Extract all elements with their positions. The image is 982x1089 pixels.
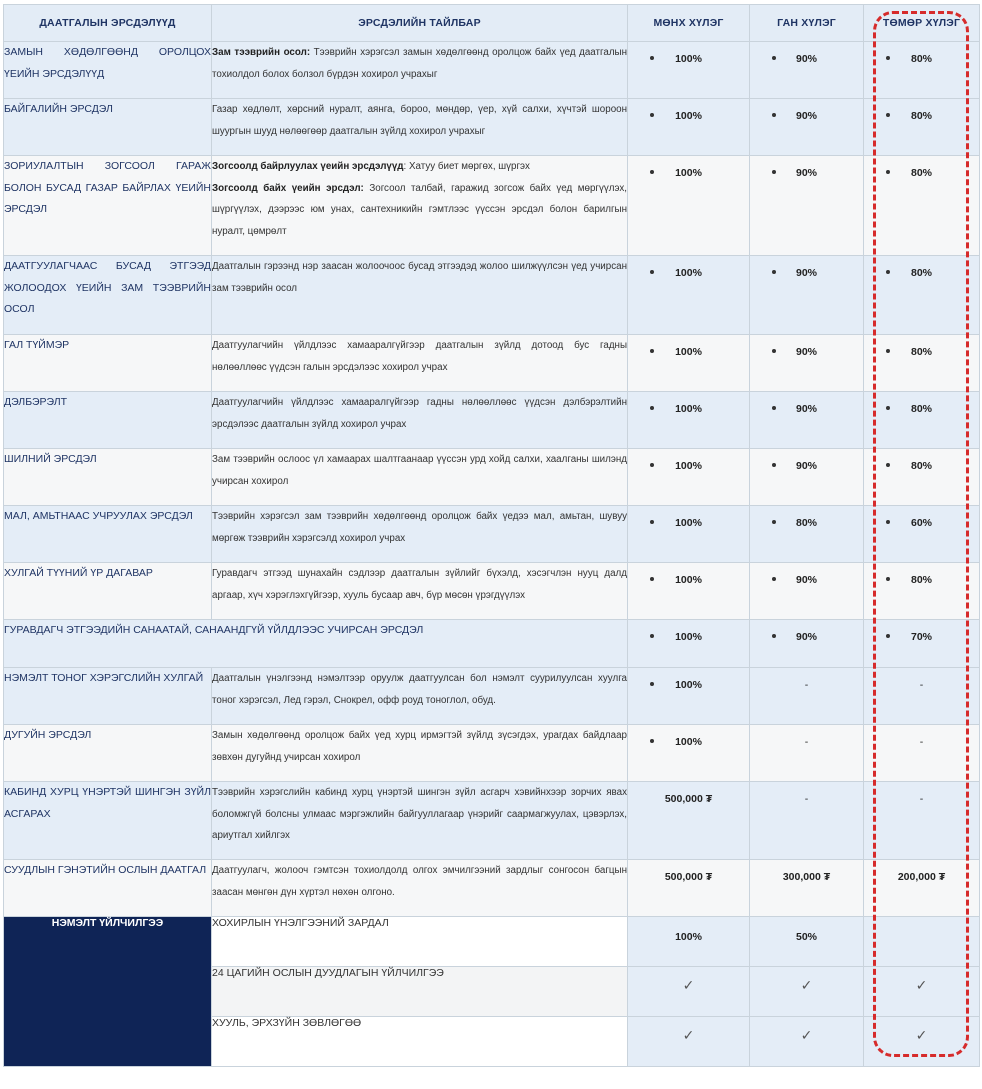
value: 90%	[795, 631, 817, 643]
value: 90%	[795, 167, 817, 179]
cell-monkh	[628, 256, 750, 335]
cell-tumur	[864, 725, 980, 782]
value: 70%	[910, 631, 932, 643]
cell-gan	[750, 392, 864, 449]
value: 90%	[795, 346, 817, 358]
desc-text: : Хатуу биет мөргөх, шүргэх	[403, 161, 530, 172]
risk-description: Даатгуулагчийн үйлдлээс хамааралгүйгээр гадны нөлөөллөөс үүдсэн дэлбэрэлтийн эрсдэлээс даатгалын зүйлд хохирол учрах	[212, 392, 628, 449]
risk-name: БАЙГАЛИЙН ЭРСДЭЛ	[4, 99, 212, 156]
value: 90%	[795, 574, 817, 586]
header-description: ЭРСДЭЛИЙН ТАЙЛБАР	[212, 5, 628, 42]
value: 500,000 ₮	[664, 793, 713, 805]
table-row	[4, 620, 980, 668]
value: 60%	[910, 517, 932, 529]
value: 80%	[910, 346, 932, 358]
risk-description: Зам тээврийн ослоос үл хамаарах шалтгаанаар үүссэн урд хойд салхи, хаалганы шилэнд учирсан хохирол	[212, 449, 628, 506]
value: 100%	[675, 110, 702, 122]
cell-tumur	[864, 335, 980, 392]
risk-description: Тээврийн хэрэгслийн кабинд хурц үнэртэй шингэн зүйл асгарч хэвийнхээр зорчих явах боломжгүй болсны улмаас мэргэжлийн байгууллагаар үнэрийг саармагжуулах, цэвэрлэх, ариутгал хийлгэх	[212, 782, 628, 860]
cell-monkh	[628, 335, 750, 392]
risk-description	[212, 42, 628, 99]
table-row	[4, 860, 980, 917]
value: 100%	[675, 736, 702, 748]
cell-gan	[750, 860, 864, 917]
value: 500,000 ₮	[664, 871, 713, 883]
risk-name: ГАЛ ТҮЙМЭР	[4, 335, 212, 392]
check-icon: ✓	[915, 1027, 928, 1043]
cell-tumur	[864, 156, 980, 256]
value: 90%	[795, 110, 817, 122]
risk-name: КАБИНД ХУРЦ ҮНЭРТЭЙ ШИНГЭН ЗҮЙЛ АСГАРАХ	[4, 782, 212, 860]
additional-services-title: НЭМЭЛТ ҮЙЛЧИЛГЭЭ	[4, 917, 212, 1067]
desc-text: Зогсоол талбай, гаражид зогсож байх үед мөргүүлэх, шүргүүлэх, дээрээс юм унах, сантехникийн гэмтлээс үүссэн эрсдэл болон барилгын нуралт, цөмрөлт	[212, 182, 627, 237]
risk-description: Тээврийн хэрэгсэл зам тээврийн хөдөлгөөнд оролцож байх үедээ мал, амьтан, шувуу мөргөж тээврийн хэрэгсэлд хохирол учрах	[212, 506, 628, 563]
desc-bold: Зогсоолд байх үеийн эрсдэл:	[212, 182, 364, 194]
table-row	[4, 782, 980, 860]
risk-name: ХУЛГАЙ ТҮҮНИЙ ҮР ДАГАВАР	[4, 563, 212, 620]
table-row	[4, 335, 980, 392]
value: 90%	[795, 267, 817, 279]
cell-tumur	[864, 860, 980, 917]
service-label: 24 ЦАГИЙН ОСЛЫН ДУУДЛАГЫН ҮЙЛЧИЛГЭЭ	[212, 967, 628, 1017]
cell-tumur	[864, 42, 980, 99]
cell-gan	[750, 725, 864, 782]
value: 80%	[910, 110, 932, 122]
service-monkh	[628, 917, 750, 967]
header-risk: ДААТГАЛЫН ЭРСДЭЛҮҮД	[4, 5, 212, 42]
cell-monkh	[628, 392, 750, 449]
risk-name: ДААТГУУЛАГЧААС БУСАД ЭТГЭЭД ЖОЛООДОХ ҮЕИЙН ЗАМ ТЭЭВРИЙН ОСОЛ	[4, 256, 212, 335]
cell-monkh	[628, 506, 750, 563]
risk-description: Даатгалын гэрээнд нэр заасан жолоочоос бусад этгээдэд жолоо шилжүүлсэн үед учирсан зам тээврийн осол	[212, 256, 628, 335]
value: -	[919, 679, 924, 691]
service-tumur	[864, 917, 980, 967]
risk-description: Даатгуулагчийн үйлдлээс хамааралгүйгээр даатгалын зүйлд дотоод бус гадны нөлөөллөөс үүдсэн галын эрсдэлээс хохирол учрах	[212, 335, 628, 392]
cell-tumur	[864, 256, 980, 335]
risk-name: ГУРАВДАГЧ ЭТГЭЭДИЙН САНААТАЙ, САНААНДГҮЙ ҮЙЛДЛЭЭС УЧИРСАН ЭРСДЭЛ	[4, 620, 628, 668]
cell-monkh	[628, 449, 750, 506]
value: -	[804, 736, 809, 748]
cell-tumur	[864, 620, 980, 668]
risk-name: СУУДЛЫН ГЭНЭТИЙН ОСЛЫН ДААТГАЛ	[4, 860, 212, 917]
table-row	[4, 256, 980, 335]
risk-name: ДЭЛБЭРЭЛТ	[4, 392, 212, 449]
value: 80%	[910, 53, 932, 65]
service-row	[4, 917, 980, 967]
risk-name: ЗОРИУЛАЛТЫН ЗОГСООЛ ГАРАЖ БОЛОН БУСАД ГАЗАР БАЙРЛАХ ҮЕИЙН ЭРСДЭЛ	[4, 156, 212, 256]
cell-gan	[750, 335, 864, 392]
cell-tumur	[864, 782, 980, 860]
cell-monkh	[628, 620, 750, 668]
cell-gan	[750, 782, 864, 860]
cell-gan	[750, 449, 864, 506]
cell-gan	[750, 99, 864, 156]
value: -	[804, 679, 809, 691]
header-plan-tumur: ТӨМӨР ХҮЛЭГ	[864, 5, 980, 42]
value: 80%	[910, 167, 932, 179]
value: -	[919, 793, 924, 805]
value: 50%	[795, 931, 817, 943]
table-row	[4, 725, 980, 782]
check-icon: ✓	[682, 977, 695, 993]
risk-name: ШИЛНИЙ ЭРСДЭЛ	[4, 449, 212, 506]
desc-bold: Зогсоолд байрлуулах үеийн эрсдэлүүд	[212, 161, 404, 172]
risk-name: МАЛ, АМЬТНААС УЧРУУЛАХ ЭРСДЭЛ	[4, 506, 212, 563]
cell-monkh	[628, 860, 750, 917]
cell-monkh	[628, 42, 750, 99]
value: 100%	[675, 346, 702, 358]
value: 90%	[795, 460, 817, 472]
value: 200,000 ₮	[897, 871, 946, 883]
value: 100%	[675, 517, 702, 529]
table-row	[4, 449, 980, 506]
cell-tumur	[864, 392, 980, 449]
risk-description: Замын хөдөлгөөнд оролцож байх үед хурц ирмэгтэй зүйлд зүсэгдэх, урагдах байдлаар зөвхөн дугуйнд учирсан хохирол	[212, 725, 628, 782]
value: 100%	[675, 460, 702, 472]
value: 300,000 ₮	[782, 871, 831, 883]
cell-gan	[750, 256, 864, 335]
value: 100%	[675, 679, 702, 691]
risk-description	[212, 156, 628, 256]
value: 80%	[910, 460, 932, 472]
service-gan	[750, 1017, 864, 1067]
value: 80%	[910, 267, 932, 279]
check-icon: ✓	[800, 1027, 813, 1043]
table-row	[4, 99, 980, 156]
value: 80%	[910, 403, 932, 415]
desc-text: Тээврийн хэрэгсэл замын хөдөлгөөнд оролцож байх үед даатгалын тохиолдол болох болзол бүрдэн хохирол учрахыг	[212, 47, 627, 80]
service-monkh	[628, 1017, 750, 1067]
risk-description: Даатгалын үнэлгээнд нэмэлтээр оруулж даатгуулсан бол нэмэлт суурилуулсан хуулга тоног хэрэгсэл, Лед гэрэл, Снокрел, офф роуд тоноглол, обуд.	[212, 668, 628, 725]
value: 90%	[795, 53, 817, 65]
service-tumur	[864, 1017, 980, 1067]
service-monkh	[628, 967, 750, 1017]
value: 100%	[675, 574, 702, 586]
table-row	[4, 563, 980, 620]
cell-tumur	[864, 563, 980, 620]
risk-description: Даатгуулагч, жолооч гэмтсэн тохиолдолд олгох эмчилгээний зардлыг сонгосон багцын заасан мөнгөн дүн хүртэл нөхөн олгоно.	[212, 860, 628, 917]
cell-tumur	[864, 99, 980, 156]
cell-monkh	[628, 782, 750, 860]
value: -	[804, 793, 809, 805]
cell-monkh	[628, 725, 750, 782]
value: 80%	[910, 574, 932, 586]
service-gan	[750, 967, 864, 1017]
cell-gan	[750, 42, 864, 99]
value: 100%	[675, 53, 702, 65]
service-label: ХУУЛЬ, ЭРХЗҮЙН ЗӨВЛӨГӨӨ	[212, 1017, 628, 1067]
table-body	[4, 42, 980, 1067]
value: -	[919, 736, 924, 748]
cell-monkh	[628, 156, 750, 256]
cell-gan	[750, 668, 864, 725]
risk-description: Гуравдагч этгээд шунахайн сэдлээр даатгалын зүйлийг бүхэлд, хэсэгчлэн нууц далд аргаар, хүч хэрэглэхгүйгээр, хууль бусаар авч, бүр мөсөн үрэгдүүлэх	[212, 563, 628, 620]
desc-bold: Зам тээврийн осол:	[212, 47, 311, 58]
header-plan-gan: ГАН ХҮЛЭГ	[750, 5, 864, 42]
cell-gan	[750, 156, 864, 256]
service-gan	[750, 917, 864, 967]
value: 80%	[795, 517, 817, 529]
header-plan-monkh: МӨНХ ХҮЛЭГ	[628, 5, 750, 42]
cell-tumur	[864, 449, 980, 506]
table-row	[4, 392, 980, 449]
table-row	[4, 156, 980, 256]
cell-monkh	[628, 668, 750, 725]
table-row	[4, 42, 980, 99]
cell-tumur	[864, 668, 980, 725]
check-icon: ✓	[682, 1027, 695, 1043]
header-row	[4, 5, 980, 42]
value: 100%	[675, 931, 702, 943]
cell-gan	[750, 506, 864, 563]
value: 100%	[675, 167, 702, 179]
risk-name: ЗАМЫН ХӨДӨЛГӨӨНД ОРОЛЦОХ ҮЕИЙН ЭРСДЭЛҮҮД	[4, 42, 212, 99]
value: 100%	[675, 267, 702, 279]
cell-tumur	[864, 506, 980, 563]
cell-monkh	[628, 563, 750, 620]
value: 100%	[675, 403, 702, 415]
service-label: ХОХИРЛЫН ҮНЭЛГЭЭНИЙ ЗАРДАЛ	[212, 917, 628, 967]
check-icon: ✓	[800, 977, 813, 993]
check-icon: ✓	[915, 977, 928, 993]
value: 100%	[675, 631, 702, 643]
risk-description: Газар хөдлөлт, хөрсний нуралт, аянга, бороо, мөндөр, үер, хүй салхи, хүчтэй шороон шуургын шууд нөлөөгөөр даатгалын зүйлд хохирол учрахыг	[212, 99, 628, 156]
cell-monkh	[628, 99, 750, 156]
table-row	[4, 668, 980, 725]
table-row	[4, 506, 980, 563]
cell-gan	[750, 563, 864, 620]
cell-gan	[750, 620, 864, 668]
risk-name: ДУГУЙН ЭРСДЭЛ	[4, 725, 212, 782]
value: 90%	[795, 403, 817, 415]
service-tumur	[864, 967, 980, 1017]
risk-name: НЭМЭЛТ ТОНОГ ХЭРЭГСЛИЙН ХУЛГАЙ	[4, 668, 212, 725]
coverage-table	[3, 4, 980, 1067]
